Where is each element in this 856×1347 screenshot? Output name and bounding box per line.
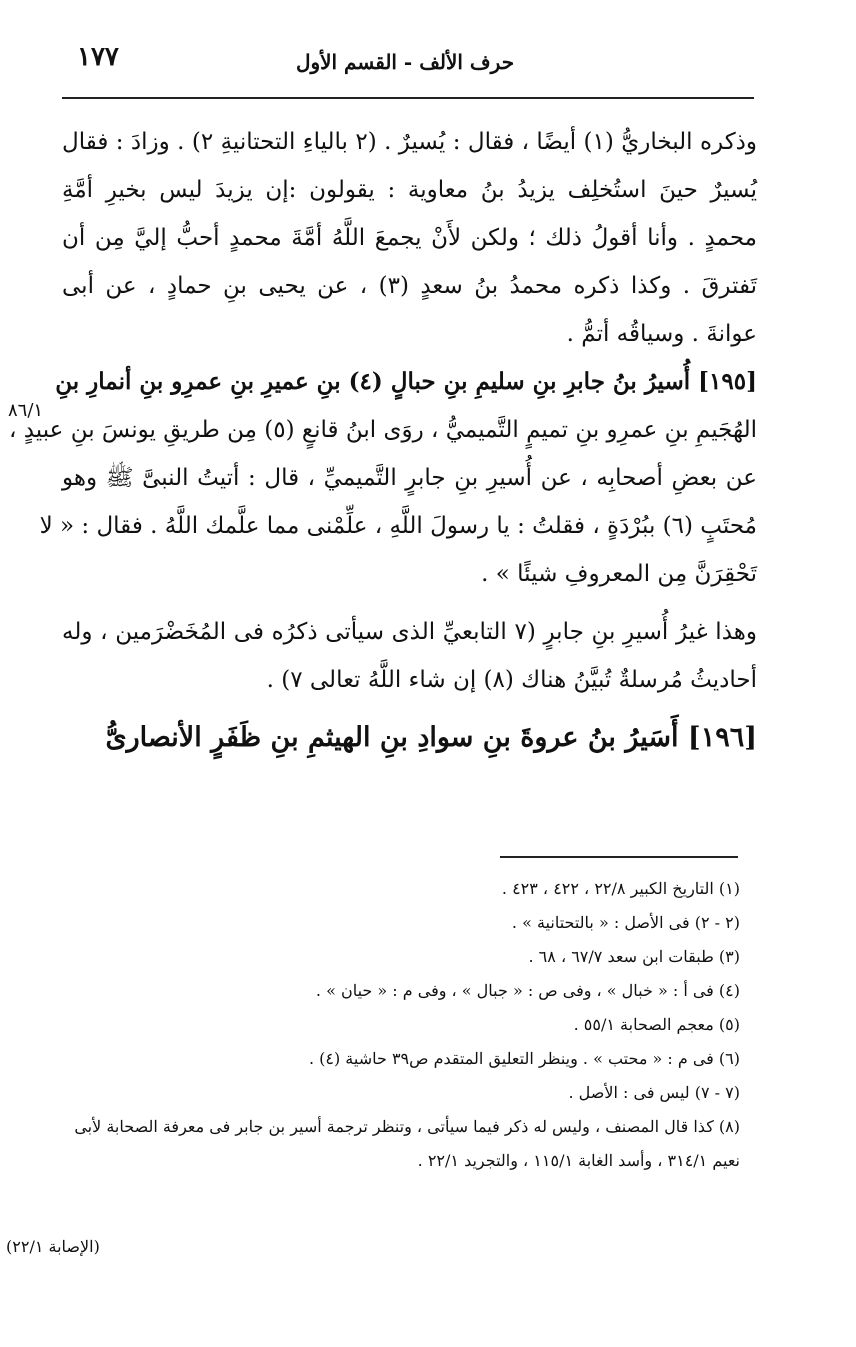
entry-name: أُسيرُ بنُ جابرِ بنِ سليمِ بنِ حبالٍ (٤) بنِ عميرِ بنِ عمرِو بنِ أنمارِ بنِ	[55, 368, 691, 395]
footnote: (٦) فى م : « محتب » . وينظر التعليق المتقدم ص٣٩ حاشية (٤) .	[308, 1049, 740, 1068]
page-number: ١٧٧	[77, 42, 119, 72]
entry-number: [١٩٦]	[687, 722, 757, 753]
text-line: وذكره البخاريُّ (١) أيضًا ، فقال : يُسيرٌ . (٢ بالياءِ التحتانيةِ ٢) . وزادَ : فقال	[62, 129, 758, 155]
footnote: (٧ - ٧) ليس فى : الأصل .	[568, 1083, 740, 1102]
running-title: حرف الألف - القسم الأول	[295, 50, 515, 74]
entry-196-heading	[62, 714, 757, 762]
paragraph-gap	[62, 598, 757, 608]
text-line: يُسيرٌ حينَ استُخلِف يزيدُ بنُ معاوية : يقولون :إن يزيدَ ليس بخيرِ أمَّةِ	[62, 177, 757, 203]
text-line: تَحْقِرَنَّ مِن المعروفِ شيئًا » .	[481, 561, 757, 587]
text-line: الهُجَيمِ بنِ عمرِو بنِ تميمٍ التَّميميُّ ، روَى ابنُ قانعٍ (٥) مِن طريقِ يونسَ بنِ عبيدٍ ،	[8, 417, 757, 443]
text-line: عوانةَ . وسياقُه أتمُّ .	[566, 321, 757, 347]
text-line: تَفترقَ . وكذا ذكره محمدُ بنُ سعدٍ (٣) ، عن يحيى بنِ حمادٍ ، عن أبى	[62, 273, 757, 299]
footnotes	[40, 872, 740, 1178]
footnote: (١) التاريخ الكبير ٢٢/٨ ، ٤٢٢ ، ٤٢٣ .	[501, 879, 740, 898]
text-line: مُحتَبٍ (٦) ببُرْدَةٍ ، فقلتُ : يا رسولَ اللَّهِ ، علِّمْنى مما علَّمك اللَّهُ . فقال : « لا	[39, 513, 757, 539]
footnote: (٥) معجم الصحابة ٥٥/١ .	[573, 1015, 740, 1034]
margin-reference: ٨٦/١	[8, 400, 44, 421]
footnote-rule	[500, 856, 738, 858]
text-line: عن بعضِ أصحابِه ، عن أُسيرِ بنِ جابرٍ التَّميميِّ ، قال : أتيتُ النبىَّ ﷺ وهو	[62, 465, 757, 491]
footnote: (٣) طبقات ابن سعد ٦٧/٧ ، ٦٨ .	[528, 947, 740, 966]
footnote: (٨) كذا قال المصنف ، وليس له ذكر فيما سيأتى ، وتنظر ترجمة أسير بن جابر فى معرفة الصحابة لأبى	[74, 1117, 740, 1136]
footnote: نعيم ٣١٤/١ ، وأسد الغابة ١١٥/١ ، والتجريد ٢٢/١ .	[417, 1151, 740, 1170]
entry-name: أَسَيرُ بنُ عروةَ بنِ سوادِ بنِ الهيثمِ بنِ ظَفَرٍ الأنصارىُّ	[105, 722, 679, 753]
paragraph-gap	[62, 704, 757, 714]
cross-reference: (الإصابة ٢٢/١)	[6, 1237, 100, 1256]
page-header	[55, 38, 755, 100]
text-line: أحاديثُ مُرسلةٌ تُبيَّنُ هناك (٨) إن شاء اللَّهُ تعالى ٧) .	[266, 667, 757, 693]
header-rule	[62, 97, 754, 99]
text-line: محمدٍ . وأنا أقولُ ذلك ؛ ولكن لأَنْ يجمعَ اللَّهُ أمَّةَ محمدٍ أحبُّ إليَّ مِن أن	[62, 225, 757, 251]
text-line: وهذا غيرُ أُسيرِ بنِ جابرٍ (٧ التابعيِّ الذى سيأتى ذكرُه فى المُخَضْرَمين ، وله	[62, 619, 757, 645]
entry-number: [١٩٥]	[698, 368, 757, 395]
entry-195-heading	[55, 358, 757, 406]
footnote: (٤) فى أ : « خبال » ، وفى ص : « جبال » ، وفى م : « حيان » .	[315, 981, 740, 1000]
footnote: (٢ - ٢) فى الأصل : « بالتحتانية » .	[511, 913, 740, 932]
